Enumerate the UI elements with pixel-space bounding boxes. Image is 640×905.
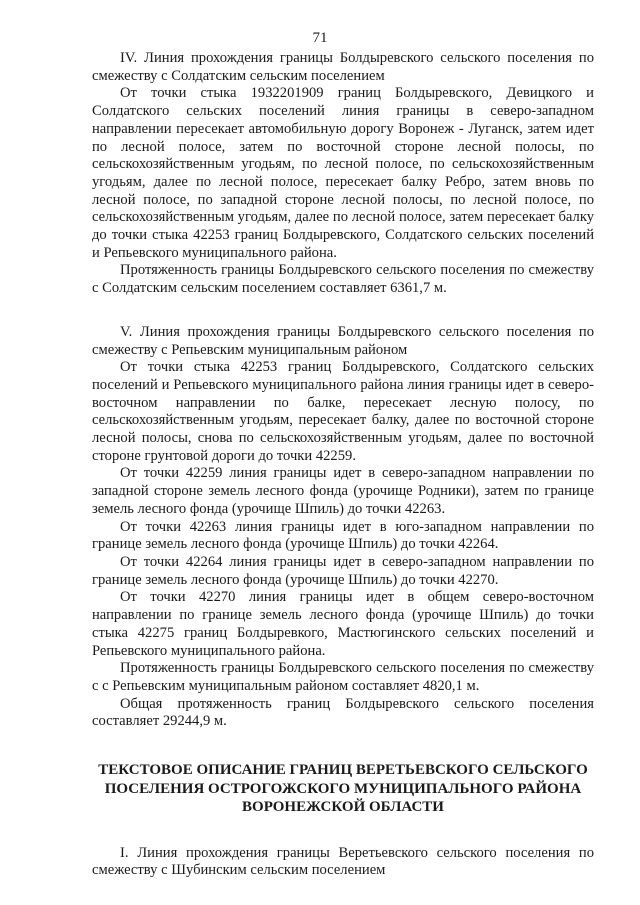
section-5-paragraph: От точки 42263 линия границы идет в юго-западном направлении по границе земель лесного фонда (урочище Шпиль) до точки 42264. — [92, 518, 594, 553]
section-4-title: IV. Линия прохождения границы Болдыревского сельского поселения по смежеству с Солдатским сельским поселением — [92, 50, 594, 84]
section-5-paragraph: От точки стыка 42253 границ Болдыревского, Солдатского сельских поселений и Репьевского муниципального района линия границы идет в северо-восточном направлении по балке, пересекает лесную полосу, по сельскохозяйственным угодьям, пересекает балку, далее по восточной стороне лесной полосы, снова по сельскохозяйственным угодьям, далее по восточной стороне грунтовой дороги до точки 42259. — [92, 359, 594, 464]
heading-line: ПОСЕЛЕНИЯ ОСТРОГОЖСКОГО МУНИЦИПАЛЬНОГО РАЙОНА — [104, 780, 582, 797]
section-5-paragraph: Протяженность границы Болдыревского сельского поселения по смежеству с с Репьевским муниципальным районом составляет 4820,1 м. — [92, 660, 594, 694]
spacer — [92, 817, 594, 845]
heading-line: ВОРОНЕЖСКОЙ ОБЛАСТИ — [242, 799, 444, 816]
section-4-paragraph: От точки стыка 1932201909 границ Болдыревского, Девицкого и Солдатского сельских поселений линия границы в северо-западном направлении пересекает автомобильную дорогу Воронеж - Луганск, затем идет по лесной полосе, затем по восточной стороне лесной полосы, по сельскохозяйственным угодьям, по лесной полосе, по сельскохозяйственным угодьям, далее по лесной полосе, пересекает балку Ребро, затем вновь по лесной полосе, по западной стороне лесной полосы, по лесной полосе, по сельскохозяйственным угодьям, далее по лесной полосе, затем пересекает балку до точки стыка 42253 границ Болдыревского, Солдатского сельских поселений и Репьевского муниципального района. — [92, 85, 594, 261]
section-4-paragraph: Протяженность границы Болдыревского сельского поселения по смежеству с Солдатским сельским поселением составляет 6361,7 м. — [92, 262, 594, 297]
document-body — [92, 50, 594, 880]
section-5-paragraph: Общая протяженность границ Болдыревского сельского поселения составляет 29244,9 м. — [92, 695, 594, 730]
spacer — [92, 298, 594, 324]
document-heading — [92, 761, 594, 817]
section-5-paragraph: От точки 42264 линия границы идет в северо-западном направлении по границе земель лесного фонда (урочище Шпиль) до точки 42270. — [92, 553, 594, 588]
page-number: 71 — [312, 30, 328, 46]
section-5-paragraph: От точки 42259 линия границы идет в северо-западном направлении по западной стороне земель лесного фонда (урочище Родники), затем по границе земель лесного фонда (урочище Шпиль) до точки 42263. — [92, 465, 594, 517]
section-5-paragraph: От точки 42270 линия границы идет в общем северо-восточном направлении по границе земель лесного фонда (урочище Шпиль) до точки стыка 42275 границ Болдыревкого, Мастюгинского сельских поселений и Репьевского муниципального района. — [92, 589, 594, 659]
section-1-title: I. Линия прохождения границы Веретьевского сельского поселения по смежеству с Шубинским сельским поселением — [92, 844, 594, 879]
heading-line: ТЕКСТОВОЕ ОПИСАНИЕ ГРАНИЦ ВЕРЕТЬЕВСКОГО СЕЛЬСКОГО — [98, 762, 588, 779]
spacer — [92, 731, 594, 761]
section-5-title: V. Линия прохождения границы Болдыревского сельского поселения по смежеству с Репьевским муниципальным районом — [92, 323, 594, 358]
